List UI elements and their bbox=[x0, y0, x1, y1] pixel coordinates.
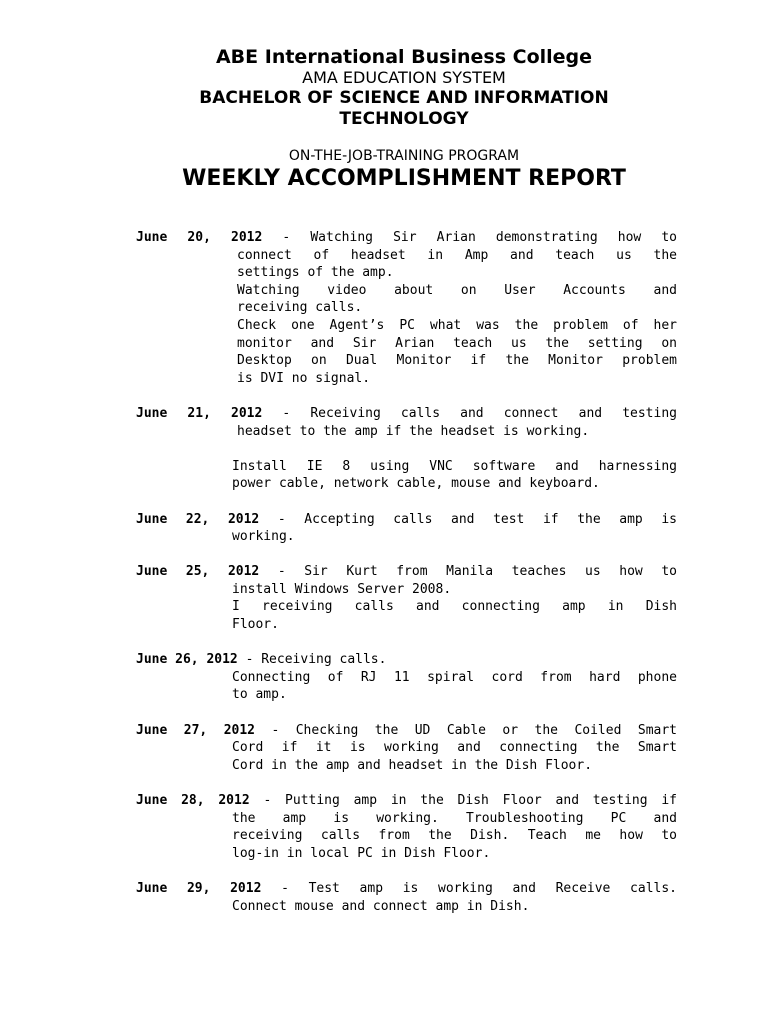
entry-line: Desktop on Dual Monitor if the Monitor problem bbox=[237, 353, 677, 369]
entry-line: headset to the amp if the headset is working. bbox=[237, 423, 590, 439]
entry-first-line bbox=[136, 405, 677, 423]
entry-line: to amp. bbox=[232, 687, 287, 703]
entry-text: - Checking the UD Cable or the Coiled Smart bbox=[271, 722, 677, 738]
entry-line: settings of the amp. bbox=[237, 265, 394, 281]
entry-first-line bbox=[136, 563, 677, 581]
degree-line-2: TECHNOLOGY bbox=[339, 109, 469, 129]
degree-line-1: BACHELOR OF SCIENCE AND INFORMATION bbox=[199, 88, 609, 108]
report-title: WEEKLY ACCOMPLISHMENT REPORT bbox=[182, 166, 626, 191]
report-header bbox=[0, 46, 768, 193]
entry-june-22 bbox=[136, 511, 677, 546]
entry-line: working. bbox=[232, 529, 295, 545]
entry-line: Check one Agent’s PC what was the problem of her bbox=[237, 317, 677, 333]
entry-june-20 bbox=[136, 229, 677, 387]
education-system: AMA EDUCATION SYSTEM bbox=[302, 68, 506, 87]
accomplishment-list bbox=[136, 229, 677, 933]
entry-date: June 22, 2012 bbox=[136, 511, 260, 527]
entry-line: power cable, network cable, mouse and keyboard. bbox=[232, 476, 600, 492]
program-name: ON-THE-JOB-TRAINING PROGRAM bbox=[288, 148, 520, 164]
entry-text: - Sir Kurt from Manila teaches us how to bbox=[277, 564, 677, 580]
entry-date: June 29, 2012 bbox=[136, 880, 262, 896]
entry-line: Watching video about on User Accounts and bbox=[237, 282, 677, 298]
entry-june-25 bbox=[136, 563, 677, 633]
entry-first-line bbox=[136, 722, 677, 740]
entry-line: Cord in the amp and headset in the Dish Floor. bbox=[232, 757, 593, 773]
entry-date: June 25, 2012 bbox=[136, 564, 260, 580]
entry-june-29 bbox=[136, 880, 677, 915]
entry-text: - Putting amp in the Dish Floor and testing if bbox=[263, 793, 678, 808]
entry-line: I receiving calls and connecting amp in Dish bbox=[232, 599, 677, 615]
entry-text: - Test amp is working and Receive calls. bbox=[281, 880, 678, 896]
entry-june-26 bbox=[136, 651, 677, 704]
entry-date: June 28, 2012 bbox=[136, 793, 250, 808]
entry-date: June 26, 2012 bbox=[136, 652, 238, 668]
paragraph-gap bbox=[136, 440, 677, 458]
entry-date: June 27, 2012 bbox=[136, 722, 255, 738]
entry-line: connect of headset in Amp and teach us the bbox=[237, 247, 677, 263]
entry-line: is DVI no signal. bbox=[237, 370, 371, 386]
entry-text: - Watching Sir Arian demonstrating how to bbox=[282, 230, 677, 245]
entry-first-line bbox=[136, 880, 677, 898]
entry-june-28 bbox=[136, 792, 677, 862]
entry-first-line bbox=[136, 229, 677, 247]
entry-text: - Receiving calls and connect and testing bbox=[282, 405, 677, 421]
entry-line: install Windows Server 2008. bbox=[232, 581, 452, 597]
entry-line: receiving calls. bbox=[237, 300, 363, 316]
entry-first-line bbox=[136, 651, 677, 669]
entry-line: Install IE 8 using VNC software and harnessing bbox=[232, 458, 677, 474]
college-name: ABE International Business College bbox=[215, 46, 593, 68]
entry-text: - Accepting calls and test if the amp is bbox=[277, 511, 677, 527]
entry-first-line bbox=[136, 511, 677, 529]
entry-line: monitor and Sir Arian teach us the setting on bbox=[237, 335, 677, 351]
entry-line: the amp is working. Troubleshooting PC and bbox=[232, 810, 677, 826]
entry-line: Connect mouse and connect amp in Dish. bbox=[232, 898, 530, 914]
entry-line: Floor. bbox=[232, 617, 279, 633]
entry-date: June 21, 2012 bbox=[136, 405, 263, 421]
entry-line: Connecting of RJ 11 spiral cord from hard phone bbox=[232, 669, 677, 685]
entry-line: Cord if it is working and connecting the Smart bbox=[232, 740, 677, 756]
entry-line: receiving calls from the Dish. Teach me how to bbox=[232, 828, 677, 844]
entry-first-line bbox=[136, 792, 677, 810]
entry-line: log-in in local PC in Dish Floor. bbox=[232, 845, 491, 861]
entry-june-27 bbox=[136, 722, 677, 775]
entry-text: - Receiving calls. bbox=[245, 652, 387, 668]
entry-june-21 bbox=[136, 405, 677, 493]
entry-date: June 20, 2012 bbox=[136, 230, 263, 245]
